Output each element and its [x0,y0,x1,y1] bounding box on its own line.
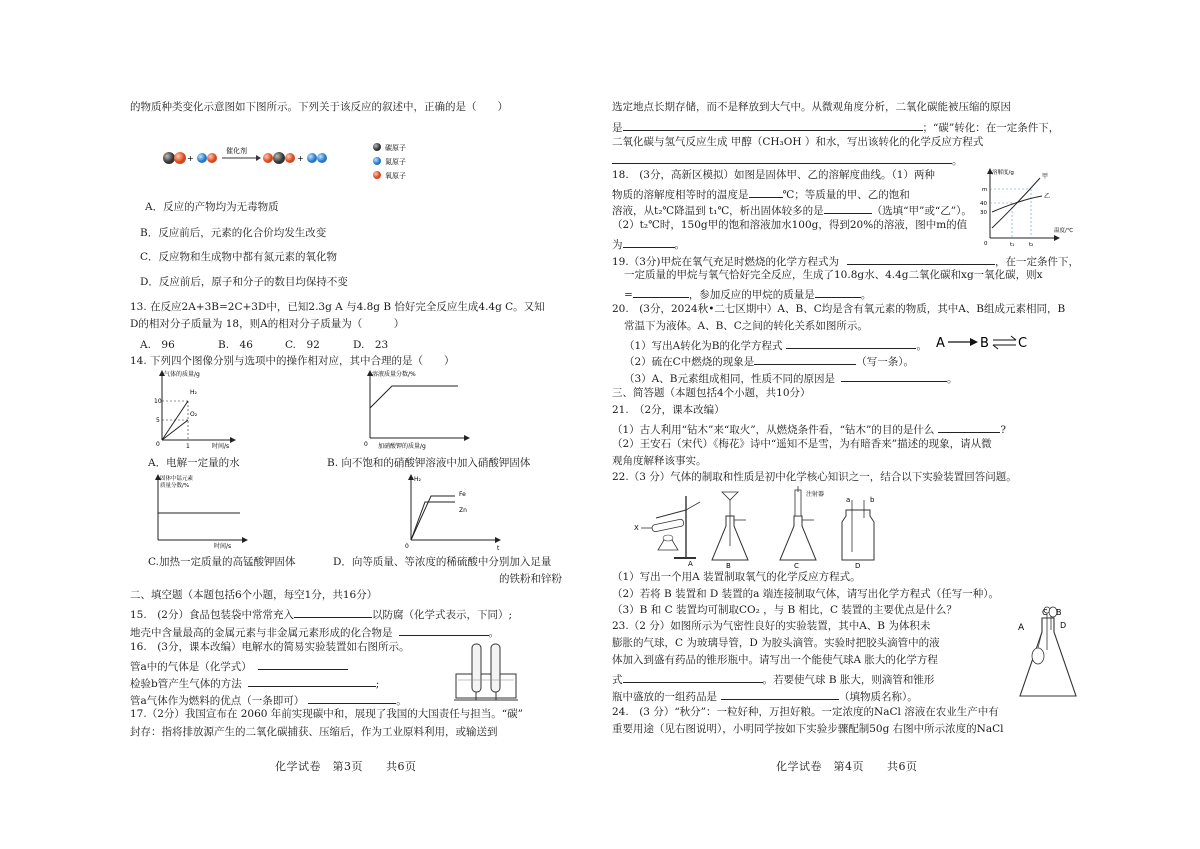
q24-line1: 24. (3 分）“秋分”：一粒好种，万担好粮。一定浓度的NaCl 溶液在农业生产中有 [612,706,999,718]
graph-d-ylabel: H₂ [414,476,421,483]
q16-line4: 管a气体作为燃料的优点（一条即可） 。 [130,692,407,708]
q20-line5: （3）A、B元素组成相同，性质不同的原因是 。 [624,370,957,386]
q22-part1: （1）写出一个用A 装置制取氧气的化学反应方程式。 [612,571,861,583]
graph-a-o2-label: O₂ [190,411,198,418]
graph-a-tick-10: 10 [154,398,162,405]
q21-part2: （2）王安石（宋代）《梅花》诗中“遥知不是雪，为有暗香来”描述的现象，请从微 [612,438,992,450]
q17-line2: 封存：指将排放源产生的二氧化碳捕获、压缩后，作为工业原料利用，或输送到 [130,726,498,738]
graph-a-tick-0: 0 [156,441,160,448]
legend-nitrogen: 氮原子 [385,158,406,166]
apparatus-x-label: X [634,524,639,532]
node-a: A [936,336,945,351]
abc-relation-diagram [936,334,1036,352]
svg-text:+: + [187,154,194,163]
q20-line4: （2）硫在C中燃烧的现象是 （写一条）。 [624,353,914,369]
product-n2 [307,153,327,163]
electrolysis-apparatus [452,640,520,702]
catalyst-label: 催化剂 [226,147,247,155]
graph-a-tick-1: 1 [186,443,190,450]
graph-c-ylabel-2: 质量分数/% [160,483,190,489]
graph-a-o2-line [162,420,188,440]
q21-part3: 观角度解释该事实。 [612,455,707,467]
q22-part2: （2）若将 B 装置和 D 装置的a 端连接制取气体，请写出化学方程式（任写一种）。 [612,588,1000,600]
q17-cont-line1: 选定地点长期存储，而不是释放到大气中。从微观角度分析，二氧化碳能被压缩的原因 [612,101,1011,113]
q18-line1: 18. (3分，高新区模拟）如图是固体甲、乙的溶解度曲线。（1）两种 [612,169,935,181]
legend-carbon: 碳原子 [385,144,406,152]
lab-apparatus-abcd [634,486,974,568]
solubility-tick-m: m [982,187,988,193]
q14-option-d-line2: 的铁粉和锌粉 [499,573,562,585]
q14-stem: 14. 下列四个图像分别与选项中的操作相对应，其中合理的是（ ） [130,355,455,367]
apparatus-label-c: C [794,562,799,568]
flask-label-a: A [1018,623,1025,633]
graph-b-origin: 0 [364,441,368,448]
flask-label-b: B [1056,608,1062,617]
graph-c [150,472,250,550]
solubility-origin: 0 [984,241,988,247]
graph-a-h2-line [162,401,188,440]
q17-cont-line4: 。 [612,152,963,168]
page-4-footer: 化学试卷 第4页 共6页 [776,760,918,773]
graph-a [140,368,240,450]
q16-line3: 检验b管产生气体的方法 ; [130,675,379,691]
section-2-heading: 二、填空题（本题包括6个小题，每空1分，共16分） [130,589,378,601]
section-3-heading: 三、简答题（本题包括4个小题，共10分） [612,387,811,399]
solubility-xlabel: 温度/℃ [1054,228,1074,234]
graph-c-xlabel: 时间/s [214,543,232,550]
solubility-label-yi: 乙 [1044,193,1051,200]
q15-line1: 15. (2分）食品包装袋中常常充入 以防腐（化学式表示，下同）; [130,606,512,622]
svg-text:+: + [297,154,304,163]
q14-option-b: B. 向不饱和的硝酸钾溶液中加入硝酸钾固体 [327,457,531,469]
q20-line2: 常温下为液体。A、B、C之间的转化关系如图所示。 [624,320,868,332]
graph-c-ylabel-1: 固体中锰元素 [160,476,194,482]
q22-stem: 22.（3 分）气体的制取和性质是初中化学核心知识之一，结合以下实验装置回答问题。 [612,471,1017,483]
q12-option-a: A．反应的产物均为无毒物质 [145,201,279,213]
legend-oxygen: 氧原子 [385,172,406,180]
reactant-no [197,153,217,163]
graph-b-ylabel: 溶液质量分数/% [372,371,416,378]
page-3-footer: 化学试卷 第3页 共6页 [275,760,417,773]
solubility-label-jia: 甲 [1042,173,1049,180]
node-b: B [980,336,989,351]
q17-cont-line2: 是 ；“碳”转化：在一定条件下， [612,119,1059,135]
q13-option-b: B. 46 [218,339,253,351]
apparatus-label-d: D [855,562,861,568]
q13-option-a: A. 96 [140,339,175,351]
q16-line2: 管a中的气体是（化学式） [130,658,348,674]
graph-d [403,472,503,550]
apparatus-d [842,496,875,568]
solubility-ylabel: 溶解度/g [992,170,1014,176]
solubility-tick-40: 40 [980,201,987,207]
port-b-label: b [870,496,875,504]
tube-a [472,644,481,692]
graph-d-zn-line [411,502,455,540]
q23-line1: 23.（2 分）如图所示为气密性良好的实验装置，其中A、B 为体积未 [612,620,931,632]
q23-line4: 式 。若要使气球 B 胀大，则滴管和锥形 [612,671,934,687]
q22-part3: （3）B 和 C 装置均可制取CO₂ ，与 B 相比，C 装置的主要优点是什么？ [612,604,957,616]
solubility-tick-30: 30 [980,210,987,216]
q24-line2: 重要用途（见右图说明），小明同学按如下实验步骤配制50g 右图中所示浓度的NaCl [612,723,1004,735]
graph-b-xlabel: 加硝酸钾的质量/g [378,443,426,450]
graph-d-xlabel: t [497,545,500,550]
balloon-flask-apparatus [1014,606,1084,702]
port-a-label: a [846,496,851,504]
q23-line3: 体加入到盛有药品的锥形瓶中。请写出一个能使气球A 胀大的化学方程 [612,654,938,666]
q18-line3: 溶液，从t₂℃降温到 t₁℃，析出固体较多的是 （选填“甲”或“乙”）。 [612,202,972,218]
q20-line1: 20. (3分，2024秋•二七区期中）A、B、C均是含有氧元素的物质，其中A、B组成元素相同，B [612,303,1066,315]
q12-option-b: B．反应前后，元素的化合价均发生改变 [140,227,327,239]
q13-line2: D的相对分子质量为 18，则A的相对分子质量为（ ） [130,318,405,330]
graph-d-zn-label: Zn [459,507,467,514]
apparatus-a [634,496,700,568]
graph-a-xlabel: 时间/s [212,443,230,450]
q23-line2: 膨胀的气球，C 为玻璃导管，D 为胶头滴管。实验时把胶头滴管中的液 [612,637,940,649]
product-co2 [263,152,295,164]
q14-option-a: A．电解一定量的水 [148,457,240,469]
q18-line4: （2）t₂℃时，150g甲的饱和溶液加水100g，得到20%的溶液，图中m的值 [612,219,968,231]
node-c: C [1018,336,1028,351]
q19-line3: = ，参加反应的甲烷的质量是 。 [624,286,871,302]
q21-heading: 21. （2分，课本改编） [612,404,725,416]
apparatus-label-b: B [726,562,731,568]
balloon-a [1032,648,1044,664]
graph-d-fe-line [411,496,455,540]
apparatus-c [780,486,824,568]
graph-b-curve [370,386,458,408]
reactant-co [163,152,186,164]
q14-option-c: C.加热一定质量的高锰酸钾固体 [148,556,296,568]
q21-part1: （1）古人利用“钻木”来“取火”，从燃烧条件看，“钻木”的目的是什么 ? [612,421,1006,437]
graph-a-tick-5: 5 [156,417,160,424]
q12-option-c: C．反应物和生成物中都有氮元素的氧化物 [140,251,338,263]
syringe-label: 注射器 [806,491,825,498]
q13-line1: 13. 在反应2A+3B=2C+3D中，已知2.3g A 与4.8g B 恰好完全反应生成4.4g C。又知 [130,301,545,313]
q13-option-c: C. 92 [285,339,320,351]
q16-line1: 16. (3分，课本改编）电解水的简易实验装置如右图所示。 [130,641,410,653]
q13-option-d: D. 23 [353,339,389,351]
q19-line1: 19.（3分)甲烷在氧气充足时燃烧的化学方程式为 ，在一定条件下， [612,253,1079,269]
reaction-diagram [160,142,460,186]
graph-a-ylabel: 气体的质量/g [164,371,200,378]
apparatus-label-a: A [688,560,693,568]
graph-b [362,368,472,450]
q17-line1: 17.（2分）我国宣布在 2060 年前实现碳中和，展现了我国的大国责任与担当。“碳” [130,708,524,720]
q19-line2: 一定质量的甲烷与氧气恰好完全反应，生成了10.8g水、4.4g二氧化碳和xg一氧化碳，则x [624,269,1043,281]
solubility-graph [980,166,1080,248]
q20-line3: （1）写出A转化为B的化学方程式 。 [624,337,927,353]
tube-b [491,644,500,692]
solubility-curve-yi [992,196,1042,212]
solubility-tick-t1: t₁ [1010,242,1015,248]
graph-a-h2-label: H₂ [190,389,197,396]
q17-cont-line3: 二氧化碳与氢气反应生成 甲醇（CH₃OH ）和水，写出该转化的化学反应方程式 [612,136,984,148]
q18-line5: 为 。 [612,236,685,252]
q15-line2: 地壳中含量最高的金属元素与非金属元素形成的化合物是 。 [130,624,499,640]
flask-label-d: D [1060,621,1067,630]
page-4 [600,0,1200,849]
solubility-tick-t2: t₂ [1029,242,1034,248]
q12-option-d: D．反应前后，原子和分子的数目均保持不变 [140,276,348,288]
q18-line2: 物质的溶解度相等时的温度是 ℃；等质量的甲、乙的饱和 [612,186,910,202]
apparatus-b [712,492,748,568]
legend [373,143,406,180]
q12-intro: 的物质种类变化示意图如下图所示。下列关于该反应的叙述中，正确的是（ ） [130,101,508,113]
graph-d-fe-label: Fe [459,491,466,498]
flask-label-c: C [1042,608,1048,617]
q14-option-d-line1: D．向等质量、等浓度的稀硫酸中分别加入足量 [333,556,552,568]
graph-d-origin: 0 [405,543,409,550]
q23-line5: 瓶中盛放的一组药品是 （填物质名称）。 [612,688,918,704]
